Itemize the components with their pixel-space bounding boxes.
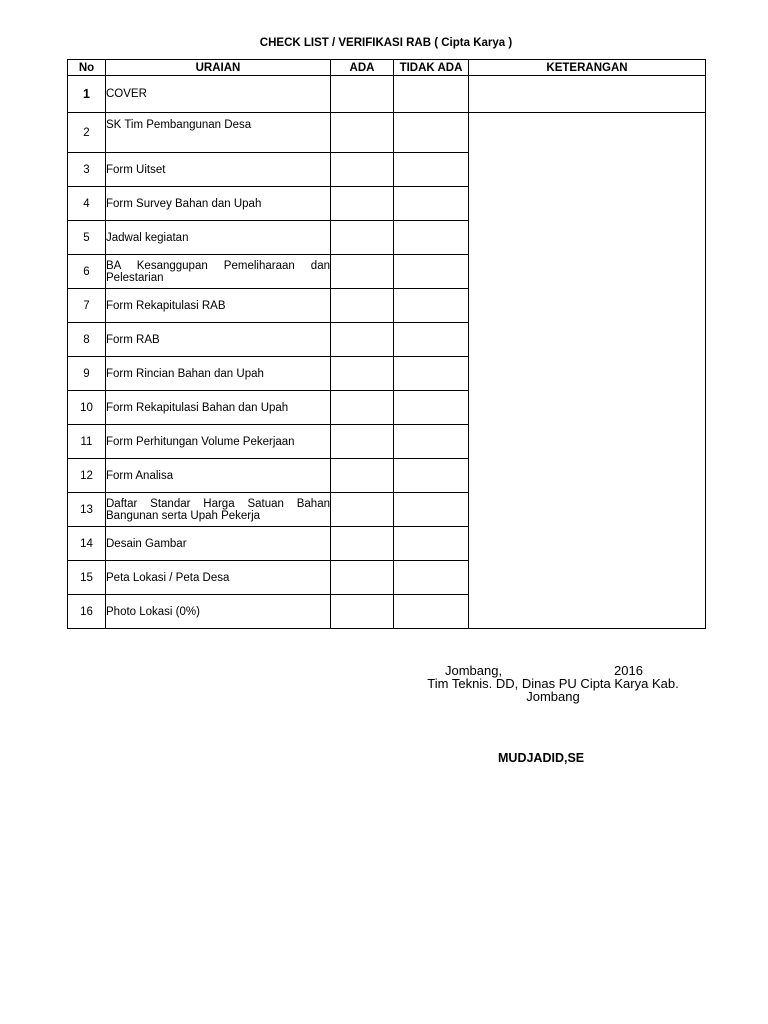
ada-cell[interactable] [331,187,394,221]
header-no: No [68,60,106,76]
tidak-ada-cell[interactable] [394,153,469,187]
table-row [68,113,706,153]
row-number: 2 [68,113,106,153]
document-title: CHECK LIST / VERIFIKASI RAB ( Cipta Karya ) [259,37,513,49]
tidak-ada-cell[interactable] [394,527,469,561]
row-description: Peta Lokasi / Peta Desa [106,561,331,595]
ada-cell[interactable] [331,153,394,187]
ada-cell[interactable] [331,595,394,629]
header-uraian: URAIAN [106,60,331,76]
tidak-ada-cell[interactable] [394,221,469,255]
row-number: 4 [68,187,106,221]
row-number: 5 [68,221,106,255]
row-description: Daftar Standar Harga Satuan Bahan Bangunan serta Upah Pekerja [106,493,331,527]
row-number: 12 [68,459,106,493]
keterangan-cell[interactable] [469,76,706,113]
tidak-ada-cell[interactable] [394,255,469,289]
year-label: 2016 [614,663,643,678]
signer-name: MUDJADID,SE [498,751,585,765]
tidak-ada-cell[interactable] [394,391,469,425]
row-number: 9 [68,357,106,391]
tidak-ada-cell[interactable] [394,113,469,153]
table-row [68,76,706,113]
row-description: Form Rincian Bahan dan Upah [106,357,331,391]
tidak-ada-cell[interactable] [394,561,469,595]
team-label: Tim Teknis. DD, Dinas PU Cipta Karya Kab. Jombang [427,676,679,704]
tidak-ada-cell[interactable] [394,595,469,629]
row-number: 15 [68,561,106,595]
row-description: Desain Gambar [106,527,331,561]
header-ada: ADA [331,60,394,76]
tidak-ada-cell[interactable] [394,459,469,493]
ada-cell[interactable] [331,391,394,425]
tidak-ada-cell[interactable] [394,76,469,113]
row-number: 11 [68,425,106,459]
row-description: Jadwal kegiatan [106,221,331,255]
row-description: Form Rekapitulasi RAB [106,289,331,323]
row-description: Form Perhitungan Volume Pekerjaan [106,425,331,459]
header-row [68,60,706,76]
row-description: Form Survey Bahan dan Upah [106,187,331,221]
keterangan-merged-cell[interactable] [469,113,706,629]
ada-cell[interactable] [331,561,394,595]
row-number: 3 [68,153,106,187]
row-description: BA Kesanggupan Pemeliharaan dan Pelestarian [106,255,331,289]
place-label: Jombang, [445,663,503,678]
row-number: 14 [68,527,106,561]
row-number: 13 [68,493,106,527]
tidak-ada-cell[interactable] [394,323,469,357]
ada-cell[interactable] [331,76,394,113]
row-description: Photo Lokasi (0%) [106,595,331,629]
ada-cell[interactable] [331,289,394,323]
ada-cell[interactable] [331,113,394,153]
row-description: SK Tim Pembangunan Desa [106,113,331,153]
tidak-ada-cell[interactable] [394,187,469,221]
ada-cell[interactable] [331,493,394,527]
row-number: 16 [68,595,106,629]
tidak-ada-cell[interactable] [394,289,469,323]
ada-cell[interactable] [331,459,394,493]
row-description: Form Uitset [106,153,331,187]
ada-cell[interactable] [331,323,394,357]
header-keterangan: KETERANGAN [469,60,706,76]
row-description: Form Rekapitulasi Bahan dan Upah [106,391,331,425]
row-number: 10 [68,391,106,425]
tidak-ada-cell[interactable] [394,357,469,391]
tidak-ada-cell[interactable] [394,493,469,527]
row-number: 7 [68,289,106,323]
row-description: Form Analisa [106,459,331,493]
row-description: COVER [106,76,331,113]
ada-cell[interactable] [331,255,394,289]
ada-cell[interactable] [331,425,394,459]
row-number: 8 [68,323,106,357]
checklist-table [67,59,706,629]
row-number: 1 [68,76,106,113]
row-description: Form RAB [106,323,331,357]
ada-cell[interactable] [331,221,394,255]
ada-cell[interactable] [331,527,394,561]
tidak-ada-cell[interactable] [394,425,469,459]
ada-cell[interactable] [331,357,394,391]
row-number: 6 [68,255,106,289]
header-tidak-ada: TIDAK ADA [394,60,469,76]
